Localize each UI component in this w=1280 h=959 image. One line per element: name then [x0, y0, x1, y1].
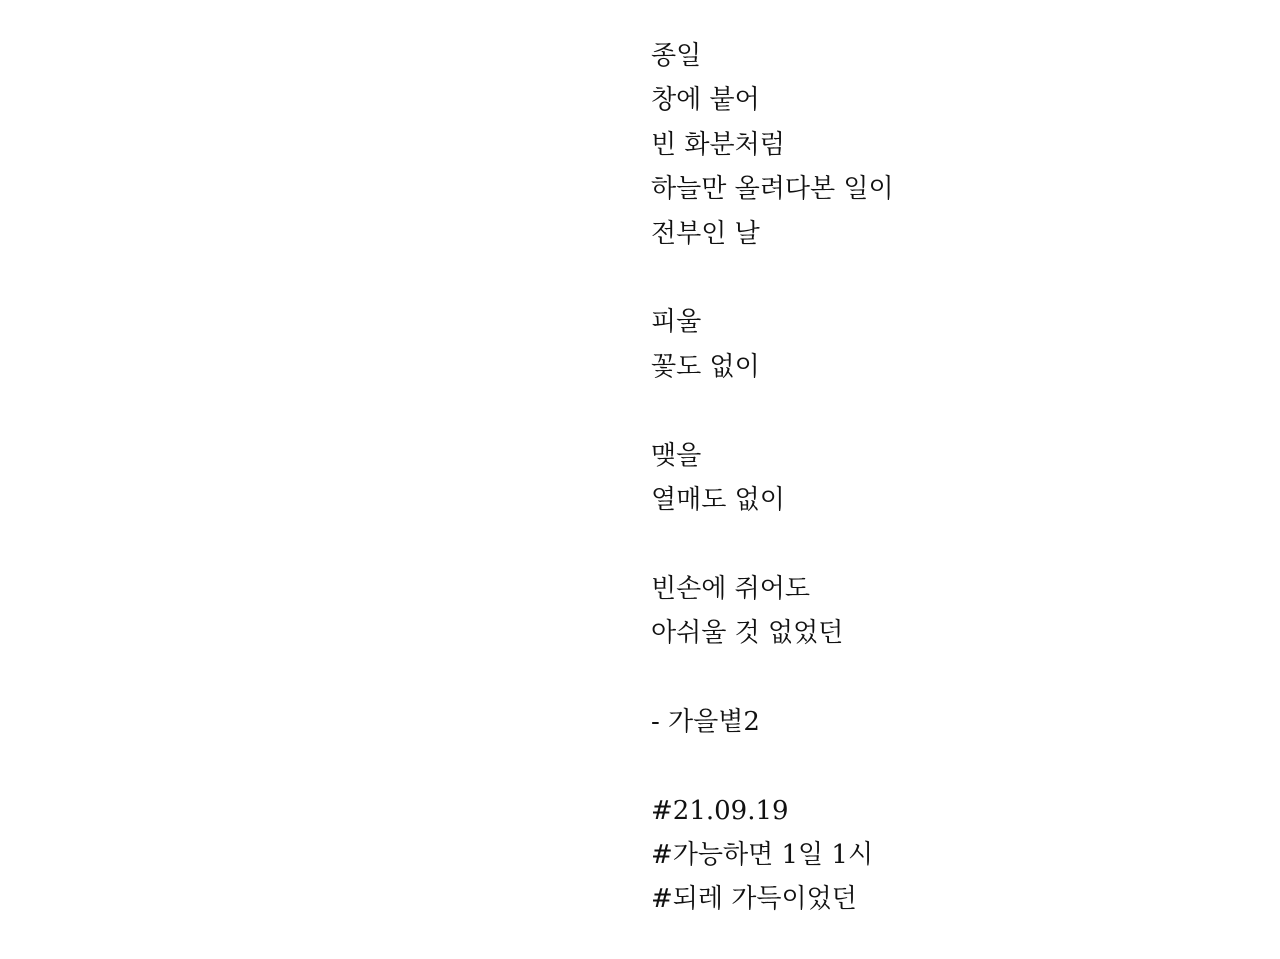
poem-line: 전부인 날: [651, 218, 760, 249]
poem-line: 창에 붙어: [651, 85, 760, 116]
stanza-break: [651, 522, 1251, 566]
poem-author: - 가을볕2: [651, 706, 760, 737]
hashtag: #가능하면 1일 1시: [651, 840, 874, 871]
poem-line: 종일: [651, 41, 702, 71]
poem-line: 열매도 없이: [651, 484, 785, 515]
poem-line: 피울: [651, 307, 702, 338]
poem-line: 빈손에 쥐어도: [651, 573, 810, 604]
poem-line: 빈 화분처럼: [651, 129, 785, 160]
poem-line: 하늘만 올려다본 일이: [651, 174, 894, 205]
poem-line: 꽃도 없이: [651, 351, 760, 382]
stanza-break: [651, 389, 1251, 433]
stanza-break: [651, 744, 1251, 788]
stanza-break: [651, 655, 1251, 699]
poem-line: 맺을: [651, 440, 702, 471]
hashtag: #되레 가득이었던: [651, 884, 857, 915]
stanza-break: [651, 256, 1251, 300]
hashtag-date: #21.09.19: [651, 795, 789, 826]
poem-line: 아쉬울 것 없었던: [651, 618, 844, 649]
poem-text: [651, 34, 1251, 922]
